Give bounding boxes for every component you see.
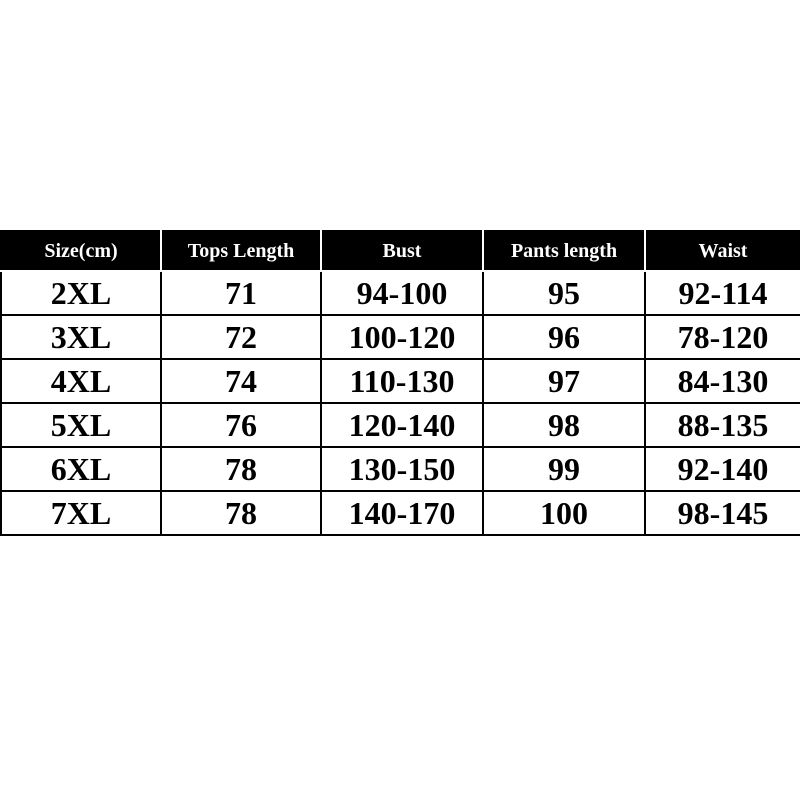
cell-size: 3XL	[1, 315, 161, 359]
cell-tops-length: 71	[161, 271, 321, 315]
table-row	[1, 403, 800, 447]
cell-size: 5XL	[1, 403, 161, 447]
cell-bust: 110-130	[321, 359, 483, 403]
cell-pants-length: 98	[483, 403, 645, 447]
cell-size: 4XL	[1, 359, 161, 403]
header-bust: Bust	[321, 231, 483, 271]
cell-pants-length: 95	[483, 271, 645, 315]
cell-size: 2XL	[1, 271, 161, 315]
header-row	[1, 231, 800, 271]
cell-waist: 92-140	[645, 447, 800, 491]
cell-waist: 84-130	[645, 359, 800, 403]
cell-tops-length: 78	[161, 491, 321, 535]
cell-pants-length: 97	[483, 359, 645, 403]
cell-size: 6XL	[1, 447, 161, 491]
cell-pants-length: 96	[483, 315, 645, 359]
cell-tops-length: 72	[161, 315, 321, 359]
cell-bust: 120-140	[321, 403, 483, 447]
size-chart-table	[0, 230, 800, 536]
table-row	[1, 359, 800, 403]
header-pants-length: Pants length	[483, 231, 645, 271]
cell-pants-length: 99	[483, 447, 645, 491]
header-size: Size(cm)	[1, 231, 161, 271]
cell-bust: 94-100	[321, 271, 483, 315]
cell-pants-length: 100	[483, 491, 645, 535]
cell-tops-length: 78	[161, 447, 321, 491]
cell-tops-length: 76	[161, 403, 321, 447]
cell-tops-length: 74	[161, 359, 321, 403]
table-row	[1, 447, 800, 491]
cell-waist: 98-145	[645, 491, 800, 535]
cell-bust: 130-150	[321, 447, 483, 491]
cell-waist: 92-114	[645, 271, 800, 315]
cell-waist: 78-120	[645, 315, 800, 359]
cell-bust: 140-170	[321, 491, 483, 535]
cell-waist: 88-135	[645, 403, 800, 447]
cell-bust: 100-120	[321, 315, 483, 359]
table-row	[1, 315, 800, 359]
table-header	[1, 231, 800, 271]
cell-size: 7XL	[1, 491, 161, 535]
table-row	[1, 491, 800, 535]
table-row	[1, 271, 800, 315]
header-waist: Waist	[645, 231, 800, 271]
header-tops-length: Tops Length	[161, 231, 321, 271]
table-body	[1, 271, 800, 535]
